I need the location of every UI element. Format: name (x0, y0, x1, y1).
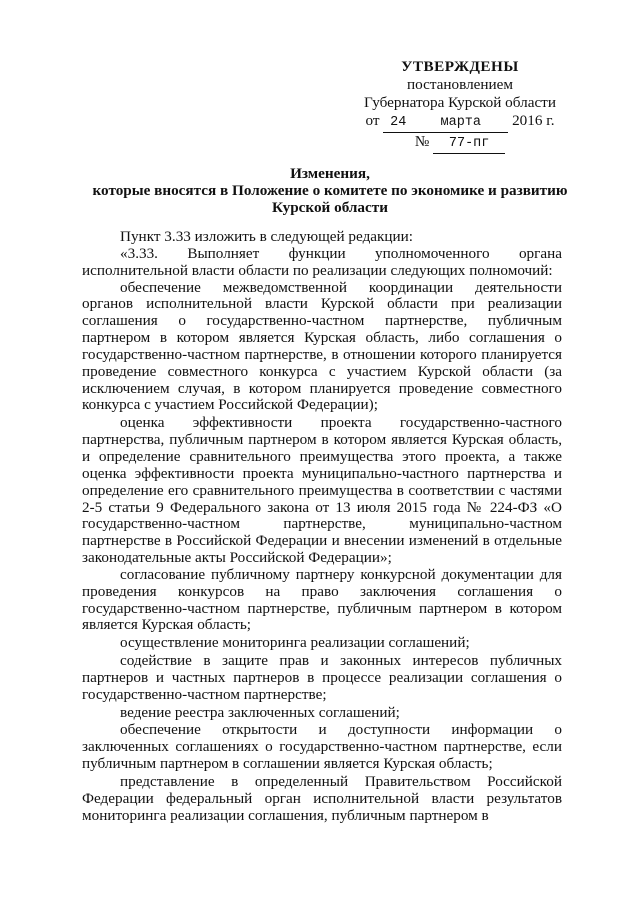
paragraph: обеспечение межведомственной координации деятельности органов исполнительной власти Курской области при реализации соглашения о государственно-частном партнерстве, публичным партнером в котором является Курская область, либо соглашения о государственно-частном партнерстве, в отношении которого планируется проведение совместного конкурса с участием Курской области (за исключением случая, в котором планируется проведение совместного конкурса с участием Российской Федерации); (82, 278, 562, 414)
date-month: марта (413, 114, 508, 133)
heading-line-2: которые вносятся в Положение о комитете по экономике и развитию (92, 182, 568, 199)
paragraph: «3.33. Выполняет функции уполномоченного органа исполнительной власти области по реализации следующих полномочий: (82, 244, 562, 279)
paragraph: ведение реестра заключенных соглашений; (120, 703, 400, 721)
number-prefix: № (414, 133, 430, 150)
document-heading (80, 165, 580, 216)
document-body (82, 229, 562, 825)
paragraph: представление в определенный Правительством Российской Федерации федеральный орган исполнительной власти результатов мониторинга реализации соглашения, публичным партнером в (82, 773, 562, 824)
date-day: 24 (383, 114, 413, 133)
approval-title: УТВЕРЖДЕНЫ (401, 58, 519, 75)
date-year: 2016 г. (512, 112, 555, 129)
heading-line-3: Курской области (272, 199, 388, 216)
heading-line-1: Изменения, (290, 165, 370, 182)
paragraph: обеспечение открытости и доступности информации о заключенных соглашениях о государственно-частном партнерстве, если публичным партнером в соглашении является Курская область; (82, 721, 562, 773)
approval-line-2: Губернатора Курской области (364, 94, 556, 111)
paragraph: содействие в защите прав и законных интересов публичных партнеров и частных партнеров в процессе реализации соглашения о государственно-частном партнерстве; (82, 652, 562, 703)
paragraph: Пункт 3.33 изложить в следующей редакции: (120, 228, 414, 245)
date-prefix: от (365, 112, 380, 129)
paragraph: осуществление мониторинга реализации соглашений; (120, 634, 470, 652)
paragraph: согласование публичному партнеру конкурсной документации для проведения конкурсов на право заключения соглашения о государственно-частном партнерстве, публичным партнером в котором является Курская область; (82, 565, 562, 634)
approval-date (360, 112, 560, 133)
approval-stamp (360, 58, 560, 154)
document-number: 77-пг (433, 135, 505, 154)
paragraph: оценка эффективности проекта государственно-частного партнерства, публичным партнером в котором является Курская область, и определение сравнительного преимущества этого проекта, а также оценка эффективности проекта муниципально-частного партнерства и определение его сравнительного преимущества в соответствии с частями 2-5 статьи 9 Федерального закона от 13 июля 2015 года № 224-ФЗ «О государственно-частном партнерстве, муниципально-частном партнерстве в Российской Федерации и внесении изменений в отдельные законодательные акты Российской Федерации»; (82, 414, 562, 567)
approval-line-1: постановлением (406, 76, 514, 93)
approval-number (360, 133, 560, 154)
